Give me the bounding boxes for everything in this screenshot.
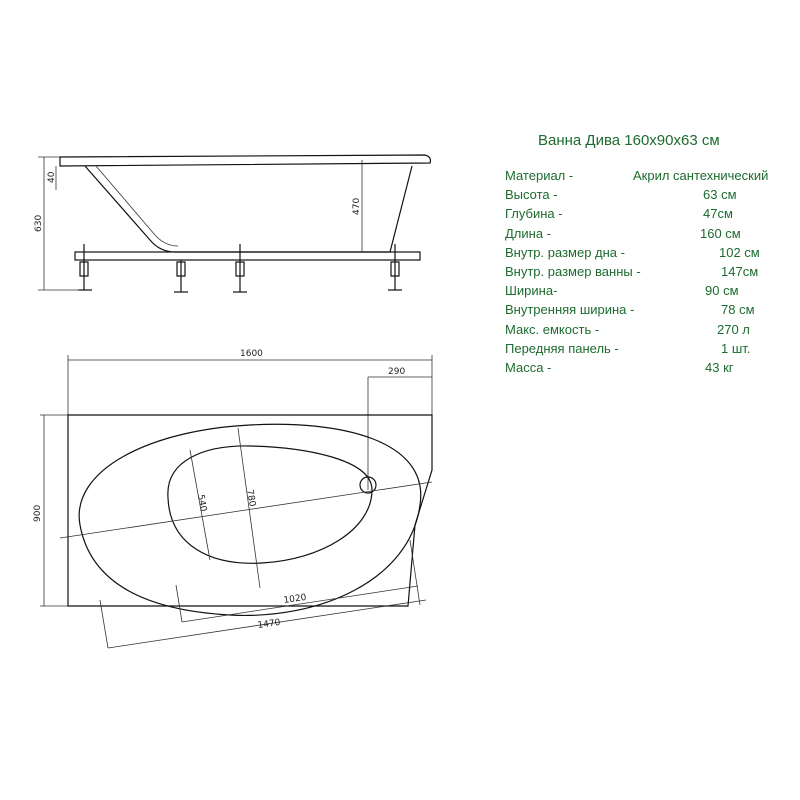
dim-bottom-length: 1020 xyxy=(283,592,308,606)
spec-label: Внутр. размер дна - xyxy=(505,244,625,260)
spec-label: Внутренняя ширина - xyxy=(505,302,635,318)
spec-label: Внутр. размер ванны - xyxy=(505,263,641,279)
side-legs xyxy=(78,244,402,292)
spec-row xyxy=(505,187,775,206)
dim-inner-width-bottom: 540 xyxy=(195,493,208,513)
dim-inner-width: 780 xyxy=(244,488,257,508)
side-tub-inner xyxy=(96,166,178,246)
spec-value: 160 см xyxy=(700,225,741,241)
spec-row xyxy=(505,245,775,264)
spec-label: Глубина - xyxy=(505,206,563,222)
spec-label: Материал - xyxy=(505,168,574,183)
spec-row xyxy=(505,360,775,379)
top-view xyxy=(33,349,432,648)
side-tub-profile xyxy=(85,166,412,252)
dim-total-height: 630 xyxy=(34,214,44,232)
dim-corner-offset: 290 xyxy=(388,367,406,377)
spec-row xyxy=(505,206,775,225)
spec-row xyxy=(505,341,775,360)
spec-value: 270 л xyxy=(717,321,750,337)
spec-table xyxy=(505,168,775,379)
dim-rim-height: 40 xyxy=(47,171,57,183)
spec-row xyxy=(505,264,775,283)
spec-row xyxy=(505,168,775,187)
dim-length: 1600 xyxy=(240,349,263,359)
spec-row xyxy=(505,226,775,245)
spec-value: 43 кг xyxy=(705,359,734,375)
side-base xyxy=(75,252,420,260)
spec-value: 102 см xyxy=(719,244,760,260)
spec-label: Передняя панель - xyxy=(505,340,619,356)
spec-value: Акрил сантехнический xyxy=(633,168,769,183)
top-tub-outer xyxy=(79,424,421,615)
spec-label: Высота - xyxy=(505,187,558,203)
spec-row xyxy=(505,322,775,341)
spec-value: 78 см xyxy=(721,302,755,318)
dim-width: 900 xyxy=(33,504,43,522)
spec-row xyxy=(505,302,775,321)
page-title: Ванна Дива 160х90х63 см xyxy=(538,132,720,149)
spec-label: Масса - xyxy=(505,359,552,375)
spec-value: 90 см xyxy=(705,283,739,299)
dim-depth: 470 xyxy=(352,197,362,215)
spec-value: 47см xyxy=(703,206,733,222)
spec-label: Ширина- xyxy=(505,283,558,299)
spec-label: Длина - xyxy=(505,225,552,241)
spec-label: Макс. емкость - xyxy=(505,321,600,337)
spec-value: 147см xyxy=(721,263,759,279)
spec-value: 1 шт. xyxy=(721,340,751,356)
side-rim xyxy=(60,155,430,166)
spec-value: 63 см xyxy=(703,187,737,203)
side-view xyxy=(34,155,430,292)
spec-row xyxy=(505,283,775,302)
dim-inner-length: 1470 xyxy=(257,617,282,631)
top-outline xyxy=(68,415,432,606)
